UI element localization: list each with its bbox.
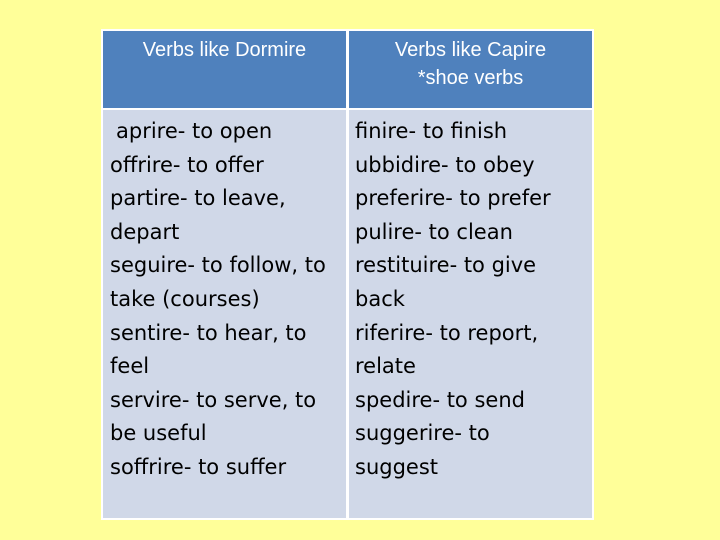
verb-line: be useful (110, 421, 207, 446)
verb-line: soffrire- to suffer (110, 454, 287, 479)
verb-line: spedire- to send (355, 387, 525, 412)
verb-line: take (courses) (110, 286, 260, 311)
verb-line: ubbidire- to obey (355, 152, 535, 177)
verb-line: pulire- to clean (355, 219, 513, 244)
verb-line: suggerire- to (355, 421, 490, 446)
verb-line: riferire- to report, (355, 320, 539, 345)
capire-verb-list (349, 110, 592, 518)
header-capire (349, 31, 592, 108)
verb-line: restituire- to give (355, 253, 537, 278)
verb-line: relate (355, 354, 416, 379)
verb-line: back (355, 286, 405, 311)
verb-line: aprire- to open (116, 119, 273, 143)
verb-line: finire- to finish (355, 119, 508, 143)
header-line: *shoe verbs (417, 67, 524, 89)
verb-line: sentire- to hear, to (110, 320, 307, 345)
verb-line: preferire- to prefer (355, 186, 551, 211)
verb-line: servire- to serve, to (110, 387, 317, 412)
verb-line: partire- to leave, (110, 186, 286, 211)
verb-line: suggest (355, 454, 439, 479)
verb-line: seguire- to follow, to (110, 253, 326, 278)
verb-line: depart (110, 219, 180, 244)
header-dormire (103, 31, 346, 108)
header-line: Verbs like Capire (394, 39, 547, 61)
header-line: Verbs like Dormire (142, 39, 307, 61)
dormire-verb-list (103, 110, 346, 518)
verb-line: feel (110, 354, 150, 379)
verb-table (101, 29, 594, 520)
verb-line: offrire- to offer (110, 152, 264, 177)
